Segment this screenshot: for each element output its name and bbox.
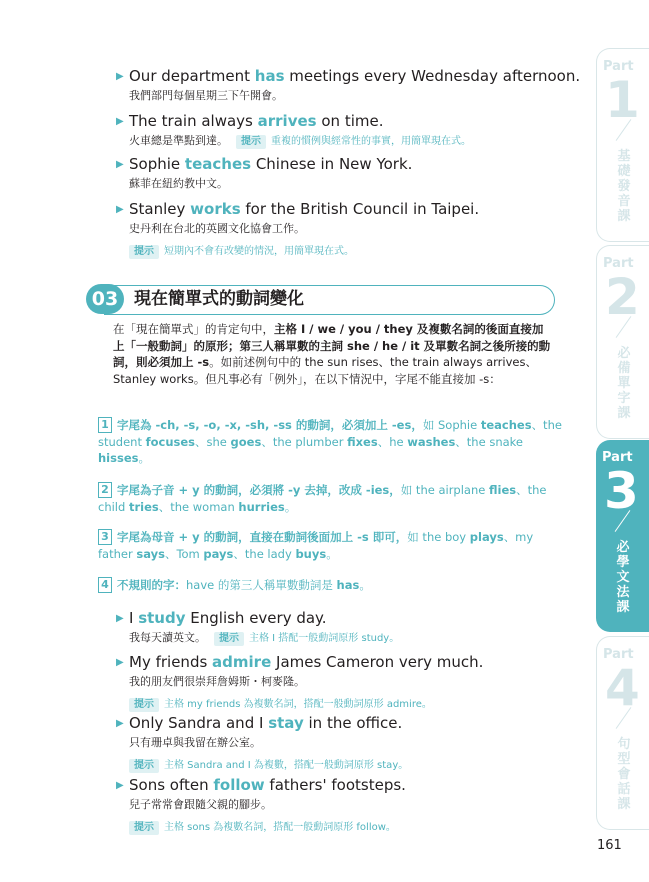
intro-text-1: 在「現在簡單式」的肯定句中， — [113, 322, 274, 336]
tip-text: 主格 my friends 為複數名詞，搭配一般動詞原形 admire。 — [164, 699, 432, 710]
tip-badge: 提示 — [129, 759, 159, 773]
rule-text: 、the woman — [158, 499, 239, 514]
rule-verb: says — [136, 546, 165, 561]
intro-text-2: 。如前述例句中的 the sun rises、the train always arrives、Stanley works。但凡事必有「例外」，在以下情況中，字尾不能直接加 -s： — [113, 355, 537, 386]
rule-text: 、my father — [98, 530, 534, 561]
sentence-pre: Sons often — [129, 776, 214, 794]
example-sentence — [116, 775, 586, 835]
rule-verb: fixes — [347, 434, 378, 449]
tab-part-2[interactable] — [596, 245, 649, 439]
sentence-pre: Our department — [129, 67, 255, 85]
tab-part-label: Part — [603, 647, 634, 662]
example-sentence — [116, 199, 586, 259]
rule-heading: 字尾為子音 + y 的動詞，必須將 -y 去掉，改成 -ies， — [117, 483, 401, 497]
rule-text: have 的第三人稱單數動詞是 — [186, 578, 337, 592]
rule-verb: washes — [407, 434, 456, 449]
triangle-bullet-icon: ▶ — [116, 71, 124, 82]
tip-badge: 提示 — [129, 821, 159, 835]
rule-verb: has — [336, 578, 360, 592]
sentence-pre: Sophie — [129, 155, 185, 173]
tab-part-4[interactable] — [596, 636, 649, 830]
example-translation — [129, 175, 586, 192]
sentence-pre: Only Sandra and I — [129, 714, 269, 732]
rule-verb: buys — [295, 546, 327, 561]
rule-examples — [186, 578, 371, 592]
translation-text: 我們部門每個星期三下午開會。 — [129, 89, 283, 102]
tab-part-number: 3 — [604, 462, 639, 520]
example-translation — [129, 132, 586, 150]
sentence-post: James Cameron very much. — [271, 653, 484, 671]
example-translation — [129, 87, 586, 104]
rule-text: 、the student — [98, 418, 562, 449]
tab-label: 基礎發音課 — [617, 149, 631, 224]
triangle-bullet-icon: ▶ — [116, 657, 124, 668]
example-translation — [129, 796, 586, 813]
tip-text: 主格 I 搭配一般動詞原形 study。 — [249, 633, 400, 644]
triangle-bullet-icon: ▶ — [116, 159, 124, 170]
example-english — [116, 775, 586, 796]
page-number: 161 — [597, 838, 622, 853]
translation-text: 火車總是準點到達。 — [129, 134, 228, 147]
triangle-bullet-icon: ▶ — [116, 718, 124, 729]
sentence-pre: I — [129, 609, 139, 627]
rule-heading: 字尾為 -ch, -s, -o, -x, -sh, -ss 的動詞，必須加上 -es， — [117, 418, 423, 432]
rule-verb: teaches — [480, 418, 532, 432]
sentence-pre: The train always — [129, 112, 258, 130]
rule-verb: hurries — [238, 499, 285, 514]
rule-text: 、the snake — [455, 434, 523, 449]
example-english — [116, 713, 586, 734]
sentence-post: meetings every Wednesday afternoon. — [284, 67, 581, 85]
rule-text: 。 — [138, 451, 150, 465]
tab-part-label: Part — [603, 256, 634, 271]
example-sentence — [116, 713, 586, 773]
rule-verb: hisses — [98, 451, 139, 465]
example-sentence — [116, 652, 586, 712]
translation-text: 蘇菲在紐約教中文。 — [129, 177, 228, 190]
tip-line — [129, 815, 586, 835]
translation-text: 史丹利在台北的英國文化協會工作。 — [129, 222, 305, 235]
rule-text: 、the child — [98, 483, 547, 514]
sentence-post: Chinese in New York. — [251, 155, 413, 173]
rule-text: 。 — [359, 578, 371, 592]
translation-text: 只有珊卓與我留在辦公室。 — [129, 736, 261, 749]
example-translation — [129, 673, 586, 690]
rule-heading: 字尾為母音 + y 的動詞，直接在動詞後面加上 -s 即可， — [117, 530, 408, 544]
grammar-rule — [98, 529, 568, 562]
sentence-post: in the office. — [303, 714, 403, 732]
rule-verb: plays — [469, 530, 504, 544]
rule-verb: tries — [128, 499, 159, 514]
tip-badge: 提示 — [129, 698, 159, 712]
sentence-verb: follow — [213, 776, 265, 794]
rule-text: 如 the airplane — [400, 483, 489, 497]
rule-heading: 不規則的字： — [117, 578, 186, 592]
intro-bold-rule: 主格 I / we / you / they 及複數名詞的後面直接加上「一般動詞」的原形；第三人稱單數的主詞 she / he / it 及單數名詞之後所接的動詞，則必須加上 -s — [113, 322, 551, 369]
example-translation — [129, 629, 586, 647]
triangle-bullet-icon: ▶ — [116, 780, 124, 791]
rule-text: 如 the boy — [407, 530, 470, 544]
triangle-bullet-icon: ▶ — [116, 204, 124, 215]
example-translation — [129, 220, 586, 237]
tab-part-label: Part — [603, 59, 634, 74]
rule-number: 2 — [98, 482, 112, 498]
sentence-post: fathers' footsteps. — [264, 776, 406, 794]
tab-part-number: 1 — [605, 71, 640, 129]
triangle-bullet-icon: ▶ — [116, 116, 124, 127]
example-english — [116, 199, 586, 220]
tip-line — [129, 239, 586, 259]
tab-part-3[interactable] — [596, 440, 649, 632]
grammar-rule — [98, 417, 568, 467]
sentence-verb: study — [138, 609, 186, 627]
translation-text: 兒子常常會跟隨父親的腳步。 — [129, 798, 272, 811]
tab-label: 必學文法課 — [616, 540, 630, 615]
triangle-bullet-icon: ▶ — [116, 613, 124, 624]
example-sentence — [116, 608, 586, 647]
rule-text: 、Tom — [164, 546, 204, 561]
rule-number: 4 — [98, 577, 112, 593]
tab-part-number: 2 — [605, 268, 640, 326]
sentence-verb: stay — [268, 714, 304, 732]
translation-text: 我每天讀英文。 — [129, 631, 206, 644]
rule-text: 、he — [377, 434, 408, 449]
intro-paragraph — [113, 321, 553, 387]
example-sentence — [116, 66, 586, 104]
tab-part-number: 4 — [605, 659, 640, 717]
example-english — [116, 66, 586, 87]
rule-text: 如 Sophie — [422, 418, 481, 432]
example-english — [116, 652, 586, 673]
grammar-rule — [98, 482, 568, 515]
sentence-verb: teaches — [184, 155, 252, 173]
section-header — [86, 284, 556, 314]
example-sentence — [116, 154, 586, 192]
tip-text: 主格 sons 為複數名詞，搭配一般動詞原形 follow。 — [164, 822, 396, 833]
tip-text: 重複的慣例與經常性的事實，用簡單現在式。 — [271, 136, 471, 147]
section-number: 03 — [86, 284, 124, 314]
sentence-pre: My friends — [129, 653, 213, 671]
tab-label: 必備單字課 — [617, 346, 631, 421]
sentence-verb: has — [254, 67, 285, 85]
tip-badge: 提示 — [129, 245, 159, 259]
sentence-pre: Stanley — [129, 200, 191, 218]
tip-line — [129, 692, 586, 712]
section-title: 現在簡單式的動詞變化 — [134, 289, 304, 309]
rule-verb: focuses — [145, 434, 196, 449]
rule-verb: goes — [230, 434, 262, 449]
rule-text: 、she — [195, 434, 231, 449]
tip-text: 主格 Sandra and I 為複數，搭配一般動詞原形 stay。 — [164, 760, 409, 771]
tip-text: 短期內不會有改變的情況，用簡單現在式。 — [164, 246, 354, 257]
grammar-rule — [98, 577, 568, 594]
sentence-post: English every day. — [185, 609, 327, 627]
sentence-post: for the British Council in Taipei. — [240, 200, 480, 218]
example-english — [116, 111, 586, 132]
rule-verb: pays — [203, 546, 234, 561]
tab-part-1[interactable] — [596, 48, 649, 242]
example-sentence — [116, 111, 586, 150]
sentence-post: on time. — [316, 112, 384, 130]
rule-verb: flies — [489, 483, 517, 497]
translation-text: 我的朋友們很崇拜詹姆斯・柯麥隆。 — [129, 675, 305, 688]
tip-badge: 提示 — [214, 632, 244, 646]
example-english — [116, 608, 586, 629]
rule-text: 。 — [284, 499, 297, 514]
rule-text: 、the plumber — [261, 434, 348, 449]
sentence-verb: arrives — [257, 112, 317, 130]
example-translation — [129, 734, 586, 751]
sentence-verb: works — [190, 200, 241, 218]
rule-text: 、the lady — [233, 546, 296, 561]
example-english — [116, 154, 586, 175]
rule-text: 。 — [326, 546, 338, 561]
tab-label: 句型會話課 — [617, 737, 631, 812]
tab-part-label: Part — [602, 450, 633, 465]
rule-number: 3 — [98, 529, 112, 545]
tip-line — [129, 753, 586, 773]
rule-number: 1 — [98, 417, 112, 433]
sentence-verb: admire — [212, 653, 272, 671]
tip-badge: 提示 — [236, 135, 266, 149]
